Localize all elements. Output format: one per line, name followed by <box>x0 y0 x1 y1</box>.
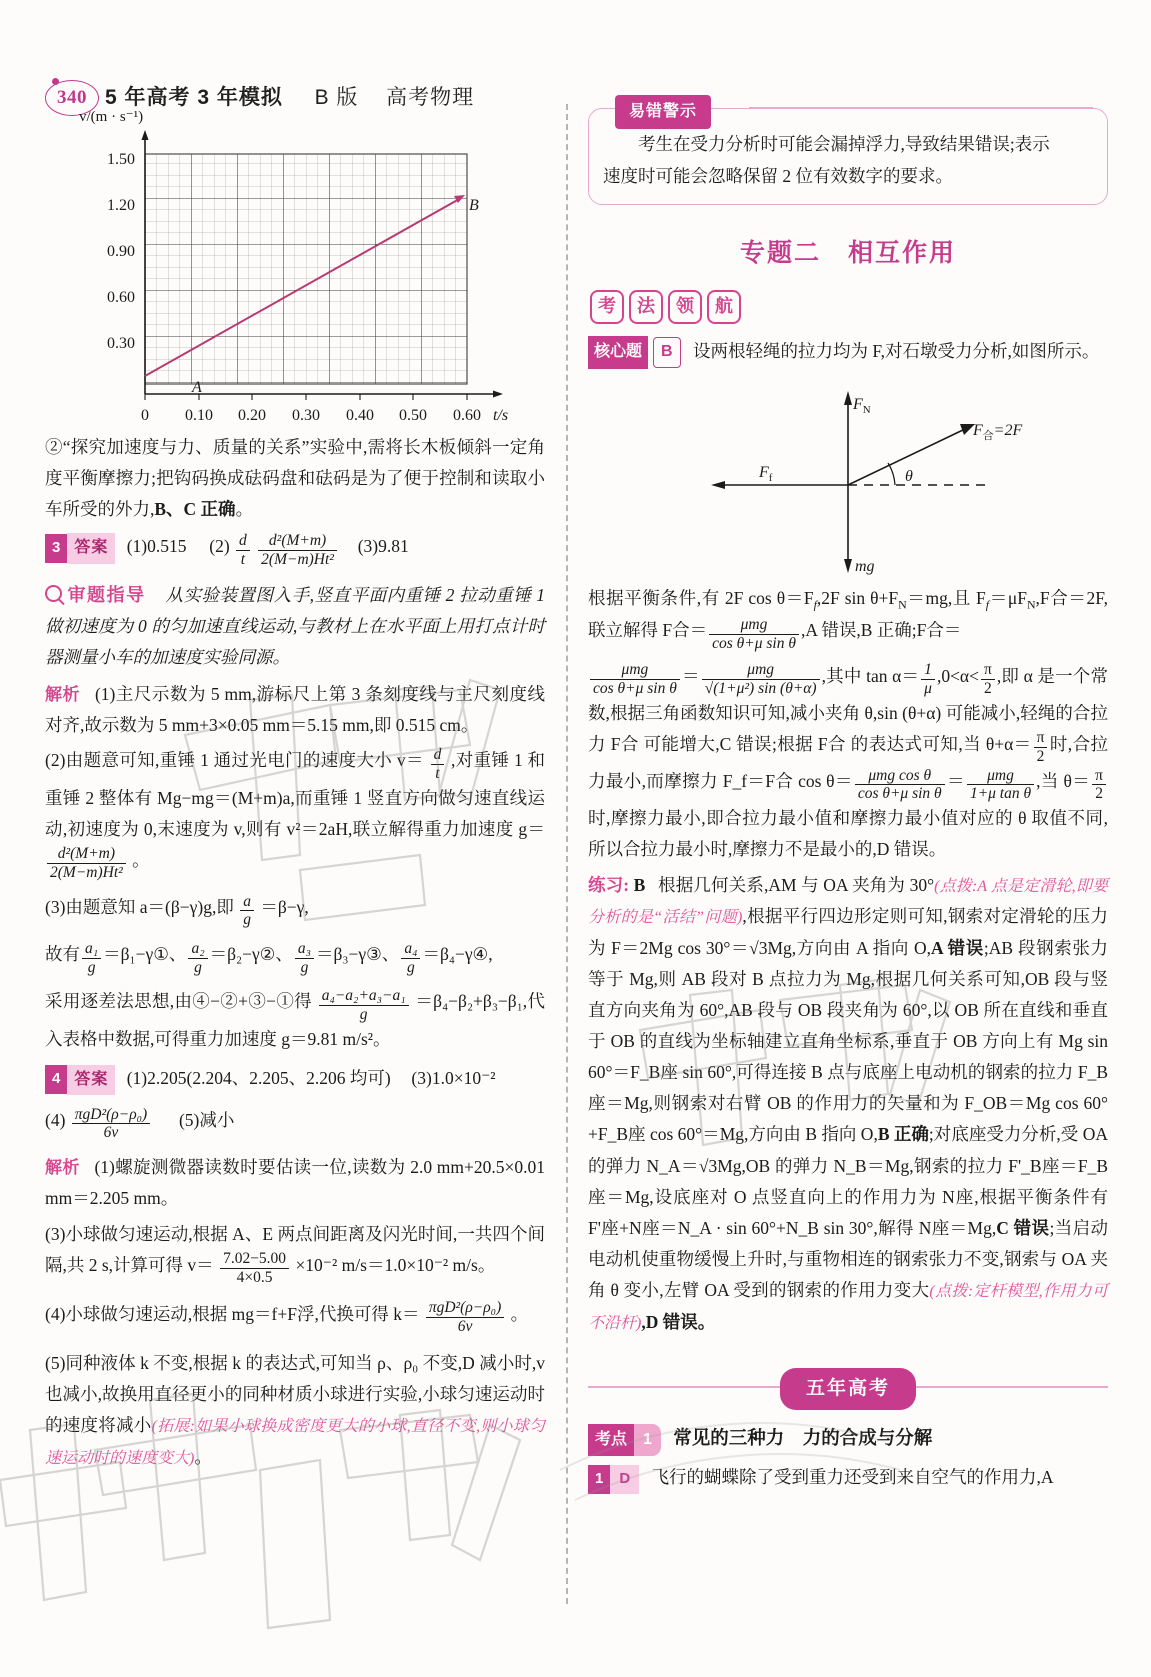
solution-fraction-2d: $\frac{\pi}{2}$ <box>981 661 995 698</box>
kaofa-char-1: 考 <box>590 290 624 324</box>
answer-4-block <box>45 1063 545 1095</box>
analysis-3-fraction-a1: $\frac{\text{a₁}}{g}$ <box>82 940 101 977</box>
solution-equals-1: ＝ <box>681 665 700 686</box>
chart-ytick-1.50: 1.50 <box>107 151 135 168</box>
answer-4-fraction-k: $\frac{\text{πgD²(ρ−ρ₀)}}{6v}$ <box>72 1106 150 1143</box>
solution-text-4a: ,当 θ＝ <box>1036 771 1091 792</box>
analysis-3-rhs2: ＝β₂−γ②、 <box>209 944 293 965</box>
analysis-3-part2 <box>45 745 545 882</box>
kaodian-number: 1 <box>634 1424 661 1456</box>
solution-text-1e: ,F合＝2F,联立解得 F合＝ <box>588 587 1108 641</box>
warning-box-line2: 速度时可能会忽略保留 2 位有效数字的要求。 <box>603 165 953 186</box>
solution-text-3a: 时,合拉力最小,而摩擦力 F_f＝F合 cos θ＝ <box>588 733 1109 792</box>
analysis-3-fraction-d-t: $\frac{d}{t}$ <box>431 746 445 783</box>
solution-line1: 根据平衡条件,有 2F $\cos \theta=F_f,2F$ $\sin \theta+F_N=mg$,且 $F_f=\mu F_N,F$合＝2F,联立解得 F合＝ $\frac{\text{μmg}}{\text{cos θ+μ sin θ}}$ ,A 错误,B 正确;F合＝ <box>588 587 1108 652</box>
force-analysis-diagram <box>633 377 1063 577</box>
analysis-3-fraction-diff: $\frac{\text{a₄−a₂+a₃−a₁}}{g}$ <box>319 987 409 1024</box>
solution-text-1d: ＝μF <box>989 587 1027 608</box>
banner-label: 五年高考 <box>780 1368 916 1410</box>
answer-3-part3: (3)9.81 <box>357 536 409 557</box>
analysis-4-label: 解析 <box>45 1158 80 1178</box>
force-label-normal: $F_N$ <box>853 395 871 416</box>
analysis-3-text3a: (3)由题意知 a＝(β−γ)g,即 <box>45 897 234 918</box>
answer-3-fraction-d-t: $\frac{d}{t}$ <box>236 532 250 569</box>
solution-fraction-4a: $\frac{\text{μmg cos θ}}{\text{cos θ+μ sin θ}}$ <box>855 767 945 804</box>
practice-hint-2: (点拨:定杆模型,作用力可不沿杆) <box>588 1283 1108 1332</box>
answer-4-tag <box>45 1065 115 1095</box>
kaofa-char-4: 航 <box>707 290 741 324</box>
force-label-friction: $F_f$ <box>759 463 773 484</box>
analysis-3-text3b: ＝β−γ, <box>260 897 309 918</box>
chart-ytick-0.30: 0.30 <box>107 335 135 352</box>
paragraph-item-2 <box>45 432 545 525</box>
practice-verdict-a: A 错误 <box>931 937 984 958</box>
question-1 <box>588 1462 1108 1493</box>
practice-answer: B <box>633 874 646 895</box>
solution-fraction-2c: $\frac{1}{\mu}$ <box>921 661 935 698</box>
chart-x-axis-label: t/s <box>493 407 509 424</box>
answer-3-tag <box>45 533 115 563</box>
answer-4-part1: (1)2.205(2.204、2.205、2.206 均可) <box>126 1067 391 1088</box>
kaodian-title: 常见的三种力 力的合成与分解 <box>673 1427 933 1448</box>
force-diagram-svg <box>633 377 1063 577</box>
kaodian-tag <box>588 1424 661 1456</box>
chart-ytick-0.60: 0.60 <box>107 289 135 306</box>
velocity-time-chart <box>53 106 523 426</box>
analysis-3-text1: (1)主尺示数为 5 mm,游标尺上第 3 条刻度线与主尺刻度线对齐,故示数为 5 mm+3×0.05 mm＝5.15 mm,即 0.515 cm。 <box>45 684 546 736</box>
analysis-3-rhs1: ＝β₁−γ①、 <box>103 944 187 965</box>
chart-xtick-0.50: 0.50 <box>399 407 427 424</box>
analysis-4-part5 <box>45 1348 545 1473</box>
answer-4-part4-label: (4) <box>45 1110 66 1130</box>
paragraph-item-2-text: ②“探究加速度与力、质量的关系”实验中,需将长木板倾斜一定角度平衡摩擦力;把钩码换成砝码盘和砝码是为了便于控制和读取小车所受的外力, <box>45 437 545 520</box>
solution-fraction-2b: $\frac{\text{μmg}}{\text{√(1+μ²) sin (θ+α)}}$ <box>702 661 820 698</box>
analysis-4-fraction-v: $\frac{7.02-5.00}{4\times 0.5}$ <box>220 1250 289 1287</box>
analysis-3-text5a: 采用逐差法思想,由④−②+③−①得 <box>45 991 312 1012</box>
analysis-4-part4 <box>45 1299 545 1336</box>
practice-text-1: 根据几何关系,AM 与 OA 夹角为 30° <box>657 874 935 895</box>
analysis-3-fraction-a2: $\frac{\text{a₂}}{g}$ <box>188 940 207 977</box>
analysis-4-text3a: (3)小球做匀速运动,根据 A、E 两点间距离及闪光时间,一共四个间隔,共 2 s,计算可得 v＝ <box>45 1223 545 1275</box>
warning-box-rule <box>749 107 1093 109</box>
solution-text-2c: ,即 α 是一个常数,根据三角函数知识可知,减小夹角 θ,sin (θ+α) 可能减小,轻绳的合拉力 F合 可能增大,C 错误;根据 F合 的表达式可知,当 θ+α＝ <box>588 665 1108 754</box>
practice-text-3: ;AB 段钢索张力等于 Mg,则 AB 段对 B 点拉力为 Mg,根据几何关系可知,OB 段与竖直方向夹角为 60°,AB 段与 OB 段夹角为 60°,以 OB 所在直线和垂直于 OB 的直线为坐标轴建立直角坐标系,垂直于 OB 方向上有 Mg sin 60°＝F_B座 sin 60°,可得连接 B 点与底座上电动机的钢索的拉力 F_B座＝Mg,则钢索对右臂 OB 的作用力的矢量和为 F_OB＝Mg cos 60°+F_B座 cos 60°＝Mg,方向由 B 指向 O, <box>588 937 1108 1145</box>
analysis-4-hint: (拓展:如果小球换成密度更大的小球,直径不变,则小球匀速运动时的速度变大) <box>45 1418 545 1467</box>
analysis-3-fraction-g: $\frac{\text{d²(M+m)}}{\text{2(M−m)Ht²}}$ <box>47 845 126 882</box>
solution-text-1f: ,A 错误,B 正确;F合＝ <box>800 620 962 641</box>
kaodian-heading <box>588 1422 1108 1456</box>
chart-xtick-0.10: 0.10 <box>185 407 213 424</box>
question-1-answer: D <box>610 1465 639 1494</box>
chart-xtick-0.40: 0.40 <box>346 407 374 424</box>
solution-text-1c: ＝mg,且 F <box>906 587 986 608</box>
solution-fraction-2a: $\frac{\text{μmg}}{\text{cos θ+μ sin θ}}$ <box>590 661 680 698</box>
question-1-number: 1 <box>588 1465 610 1494</box>
analysis-3-rhs3: ＝β₃−γ③、 <box>316 944 400 965</box>
page-header <box>0 36 1151 109</box>
practice-label: 练习: <box>588 874 630 895</box>
question-1-tag <box>588 1465 639 1494</box>
exam-guide-block <box>45 579 545 673</box>
force-label-theta: θ <box>905 467 913 485</box>
core-question-text: 设两根轻绳的拉力均为 F,对石墩受力分析,如图所示。 <box>692 340 1100 361</box>
answer-3-part1: (1)0.515 <box>126 536 187 557</box>
analysis-3-text2c: 。 <box>132 849 150 870</box>
core-question-option: B <box>653 337 681 367</box>
analysis-4-fraction-k: $\frac{\text{πgD²(ρ−ρ₀)}}{6v}$ <box>426 1299 504 1336</box>
exam-guide-text: 从实验装置图入手,竖直平面内重锤 2 拉动重锤 1 做初速度为 0 的匀加速直线运动,与教材上在水平面上用打点计时器测量小车的加速度实验同源。 <box>45 584 546 667</box>
analysis-4-text5b: 。 <box>194 1446 212 1467</box>
book-subject: 高考物理 <box>386 86 475 109</box>
chart-xtick-0.60: 0.60 <box>453 407 481 424</box>
kaofa-linghang-header <box>590 290 1108 324</box>
chart-point-B-label: B <box>469 197 479 214</box>
analysis-3-part4 <box>45 939 545 976</box>
core-question <box>588 336 1108 369</box>
solution-text-2b: ,0<α< <box>936 665 979 686</box>
question-1-text: 飞行的蝴蝶除了受到重力还受到来自空气的作用力,A <box>651 1467 1054 1488</box>
five-year-banner <box>588 1362 1108 1412</box>
paragraph-item-2-end: 。 <box>235 499 254 520</box>
kaofa-char-3: 领 <box>668 290 702 324</box>
topic-title: 专题二 相互作用 <box>739 239 956 267</box>
paragraph-item-2-bold: B、C 正确 <box>154 499 236 520</box>
analysis-4-text3b: ×10⁻² m/s＝1.0×10⁻² m/s。 <box>295 1254 496 1275</box>
answer-3-label: 答案 <box>67 533 115 563</box>
analysis-3-text2a: (2)由题意可知,重锤 1 通过光电门的速度大小 v＝ <box>45 750 424 771</box>
analysis-3-part5 <box>45 986 545 1054</box>
practice-text-4: ;对底座受力分析,受 OA 的弹力 N_A＝√3Mg,OB 的弹力 N_B＝Mg,钢索的拉力 F'_B座＝F_B座＝Mg,设底座对 O 点竖直向上的作用力为 N座,根据平衡条件有 F'座+N座＝N_A · sin 60°+N_B sin 30°,解得 N座＝Mg, <box>588 1124 1108 1238</box>
analysis-3-fraction-a-g: $\frac{a}{g}$ <box>240 893 254 930</box>
warning-box-label: 易错警示 <box>615 95 711 129</box>
analysis-3-fraction-a4: $\frac{\text{a₄}}{g}$ <box>401 940 420 977</box>
answer-3-fraction-g: $\frac{\text{d²(M+m)}}{\text{2(M−m)Ht²}}$ <box>258 532 337 569</box>
analysis-4-text4a: (4)小球做匀速运动,根据 mg＝f+F浮,代换可得 k＝ <box>45 1303 420 1324</box>
analysis-3-text2b: ,对重锤 1 和重锤 2 整体有 Mg−mg＝(M+m)a,而重锤 1 竖直方向做匀速直线运动,初速度为 0,末速度为 v,则有 v²＝2aH,联立解得重力加速度 g＝ <box>45 750 546 839</box>
answer-3-part2-label: (2) <box>209 536 230 557</box>
solution-line2 <box>588 661 1108 866</box>
practice-verdict-b: B 正确 <box>877 1124 929 1145</box>
left-column <box>45 100 545 1475</box>
kaofa-char-2: 法 <box>629 290 663 324</box>
chart-ytick-0.90: 0.90 <box>107 243 135 260</box>
kaodian-label: 考点 <box>588 1424 634 1456</box>
practice-verdict-d: ,D 错误。 <box>641 1311 716 1332</box>
column-divider <box>566 104 568 1604</box>
chart-ytick-1.20: 1.20 <box>107 197 135 214</box>
solution-fraction-3: $\frac{\pi}{2}$ <box>1034 729 1048 766</box>
chart-xtick-0.20: 0.20 <box>238 407 266 424</box>
book-title: 5 年高考 3 年模拟 <box>105 86 283 109</box>
core-question-label: 核心题 <box>588 336 648 368</box>
analysis-3-label: 解析 <box>45 685 81 705</box>
solution-text-4b: 时,摩擦力最小,即合拉力最小值和摩擦力最小值对应的 θ 取值不同,所以合拉力最小时,摩擦力不是最小的,D 错误。 <box>588 808 1108 860</box>
practice-text-2: ,根据平行四边形定则可知,钢索对定滑轮的压力为 F＝2Mg cos 30°＝√3Mg,方向由 A 指向 O, <box>588 906 1108 958</box>
answer-4-part5: (5)减小 <box>178 1110 235 1130</box>
chart-xtick-0.30: 0.30 <box>292 407 320 424</box>
answer-4-part3: (3)1.0×10⁻² <box>411 1067 496 1088</box>
answer-4-block2 <box>45 1105 545 1142</box>
chart-y-axis-label: v/(m · s⁻¹) <box>79 109 144 125</box>
analysis-3-text5b: ＝β₄−β₂+β₃−β₁,代入表格中数据,可得重力加速度 g＝9.81 m/s²。 <box>45 991 545 1049</box>
answer-4-label: 答案 <box>67 1065 115 1095</box>
solution-fraction-1: $\frac{\text{μmg}}{\text{cos θ+μ sin θ}}$ <box>709 616 799 653</box>
core-question-tag <box>588 336 681 368</box>
solution-text-1a: 根据平衡条件,有 2F cos θ＝F <box>588 587 814 608</box>
magnifier-icon <box>45 585 62 602</box>
chart-point-A-label: A <box>192 379 202 396</box>
analysis-3-part3 <box>45 892 545 929</box>
answer-4-number: 4 <box>45 1065 67 1094</box>
analysis-3-text4pre: 故有 <box>45 944 80 965</box>
book-edition: B 版 <box>314 86 359 109</box>
warning-box <box>588 103 1108 205</box>
analysis-4-text1: (1)螺旋测微器读数时要估读一位,读数为 2.0 mm+20.5×0.01 mm＝2.205 mm。 <box>45 1157 546 1209</box>
practice-verdict-c: C 错误 <box>996 1217 1050 1238</box>
analysis-3-rhs4: ＝β₄−γ④, <box>422 944 493 965</box>
practice-block <box>588 870 1108 1338</box>
analysis-4-part1 <box>45 1152 545 1214</box>
solution-equals-2: ＝ <box>946 771 965 792</box>
answer-3-number: 3 <box>45 534 67 563</box>
force-label-weight: mg <box>855 557 875 575</box>
solution-text-1b: ,2F sin θ+F <box>816 587 899 608</box>
force-label-resultant: $F_合=2F$ <box>973 421 1023 442</box>
answer-3-block <box>45 531 545 568</box>
right-column <box>588 100 1108 1496</box>
analysis-4-text4b: 。 <box>510 1303 529 1324</box>
analysis-3-fraction-a3: $\frac{\text{a₃}}{g}$ <box>295 940 314 977</box>
chart-xtick-0: 0 <box>141 407 149 424</box>
warning-box-line1: 考生在受力分析时可能会漏掉浮力,导致结果错误;表示 <box>638 134 1050 154</box>
page-number: 340 <box>45 80 99 116</box>
analysis-4-part3 <box>45 1219 545 1287</box>
solution-text-2a: ,其中 tan α＝ <box>821 665 920 686</box>
solution-fraction-4b: $\frac{\text{μmg}}{\text{1+μ tan θ}}$ <box>967 767 1034 804</box>
analysis-3-part1 <box>45 679 545 741</box>
solution-fraction-4c: $\frac{\pi}{2}$ <box>1092 767 1106 804</box>
practice-text-5: ;当启动电动机使重物缓慢上升时,与重物相连的钢索张力不变,钢索与 OA 夹角 θ 变小,左臂 OA 受到的钢索的作用力变大 <box>588 1217 1108 1301</box>
practice-hint-1: (点拨:A 点是定滑轮,即要分析的是“活结”问题) <box>588 877 1108 927</box>
analysis-4-text5a: (5)同种液体 k 不变,根据 k 的表达式,可知当 ρ、ρ₀ 不变,D 减小时,v 也减小,故换用直径更小的同种材质小球进行实验,小球匀速运动时的速度将减小 <box>45 1353 545 1436</box>
exam-guide-label: 审题指导 <box>67 584 146 605</box>
